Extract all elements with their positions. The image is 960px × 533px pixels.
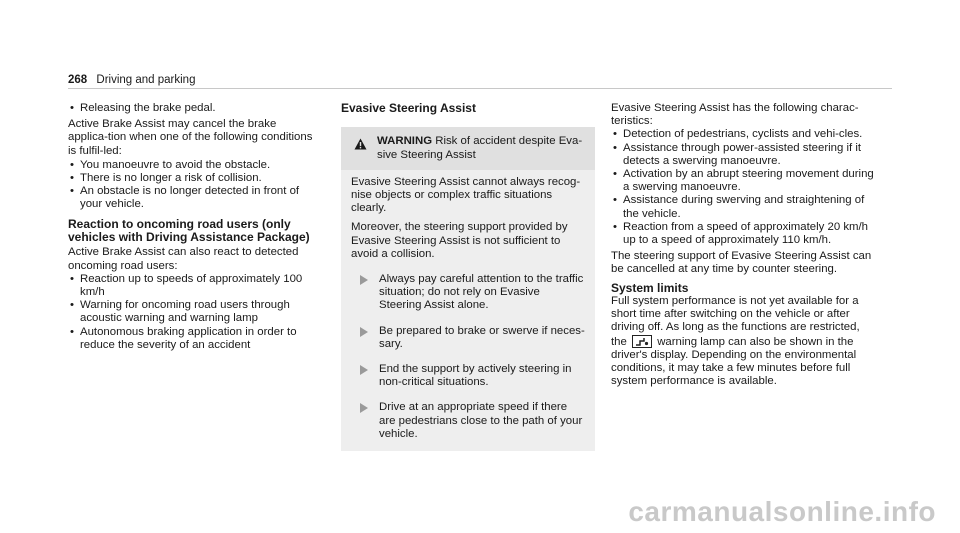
warning-paragraph: Evasive Steering Assist cannot always recog-nise objects or complex traffic situations clearly. bbox=[351, 175, 581, 215]
bullet-dot-icon: • bbox=[70, 272, 74, 285]
bullet-dot-icon: • bbox=[613, 141, 617, 154]
characteristics-intro: Evasive Steering Assist has the following charac-teristics: bbox=[611, 102, 859, 128]
list-item: • Releasing the brake pedal. bbox=[70, 102, 216, 114]
page-number: 268 bbox=[68, 74, 88, 86]
bullet-dot-icon: • bbox=[70, 185, 74, 198]
evasive-steering-heading: Evasive Steering Assist bbox=[341, 101, 476, 115]
bullet-dot-icon: • bbox=[70, 158, 74, 171]
arrow-right-icon bbox=[360, 365, 368, 375]
list-item: • Reaction from a speed of approximately 20 km/h up to a speed of approximately 110 km/h. bbox=[613, 220, 869, 247]
list-item: • Warning for oncoming road users through acoustic warning and warning lamp bbox=[70, 299, 290, 325]
reaction-paragraph: Active Brake Assist can also react to detected oncoming road users: bbox=[68, 246, 299, 272]
bullet-dot-icon: • bbox=[613, 194, 617, 207]
cancel-paragraph: The steering support of Evasive Steering Assist can be cancelled at any time by counter steering. bbox=[611, 250, 872, 276]
warning-box bbox=[341, 127, 595, 451]
steering-warning-lamp-icon bbox=[632, 335, 652, 348]
bullet-dot-icon: • bbox=[70, 299, 74, 312]
bullet-dot-icon: • bbox=[613, 220, 617, 233]
list-item: • There is no longer a risk of collision. bbox=[70, 172, 262, 185]
warning-body bbox=[341, 170, 595, 441]
bullet-dot-icon: • bbox=[70, 172, 74, 185]
warning-header bbox=[341, 127, 595, 169]
bullet-dot-icon: • bbox=[70, 102, 74, 114]
bullet-dot-icon: • bbox=[613, 168, 617, 181]
arrow-right-icon bbox=[360, 275, 368, 285]
warning-title: Risk of accident despite Eva-sive Steering Assist bbox=[377, 135, 583, 161]
list-item: • Detection of pedestrians, cyclists and vehi-cles. bbox=[613, 128, 863, 141]
cancel-paragraph: Active Brake Assist may cancel the brake applica-tion when one of the following conditions is fulfil-led: bbox=[68, 118, 313, 157]
warning-triangle-icon bbox=[354, 138, 367, 150]
reaction-heading: Reaction to oncoming road users (only vehicles with Driving Assistance Package) bbox=[68, 216, 310, 245]
column-3 bbox=[611, 102, 877, 388]
column-2 bbox=[341, 102, 595, 451]
warning-label: WARNING bbox=[377, 135, 433, 148]
system-limits-heading: System limits bbox=[611, 280, 689, 295]
list-item: • Activation by an abrupt steering movement during a swerving manoeuvre. bbox=[613, 168, 874, 194]
warning-paragraph: Moreover, the steering support provided by Evasive Steering Assist is not sufficient to avoid a collision. bbox=[351, 221, 568, 260]
watermark: carmanualsonline.info bbox=[628, 496, 936, 527]
warning-action-item: Drive at an appropriate speed if there are pedestrians close to the path of your vehicle. bbox=[351, 401, 585, 441]
bullet-dot-icon: • bbox=[613, 128, 617, 141]
system-limits-paragraph: Full system performance is not yet available for a short time after switching on the vehicle or after driving off. As long as the functions are restricted, the warning lamp can also be shown in the driver's display. Depending on the environmental conditions, it may take a few minutes before full system performance is available. bbox=[611, 295, 860, 388]
list-item: • Assistance during swerving and straightening of the vehicle. bbox=[613, 194, 865, 220]
arrow-right-icon bbox=[360, 403, 368, 413]
section-title: Driving and parking bbox=[96, 74, 196, 86]
list-item: • Reaction up to speeds of approximately 100 km/h bbox=[70, 272, 303, 299]
list-item: • Assistance through power-assisted steering if it detects a swerving manoeuvre. bbox=[613, 141, 862, 167]
list-item: • An obstacle is no longer detected in front of your vehicle. bbox=[70, 185, 300, 211]
bullet-dot-icon: • bbox=[70, 325, 74, 338]
list-item: • Autonomous braking application in order to reduce the severity of an accident bbox=[70, 325, 297, 351]
warning-action-item: Always pay careful attention to the traffic situation; do not rely on Evasive Steering Assist alone. bbox=[351, 273, 585, 313]
page-header bbox=[68, 74, 892, 89]
warning-action-item: Be prepared to brake or swerve if neces-sary. bbox=[351, 325, 585, 351]
warning-action-item: End the support by actively steering in non-critical situations. bbox=[351, 363, 585, 389]
list-item: • You manoeuvre to avoid the obstacle. bbox=[70, 158, 271, 171]
column-1 bbox=[68, 102, 318, 352]
arrow-right-icon bbox=[360, 327, 368, 337]
